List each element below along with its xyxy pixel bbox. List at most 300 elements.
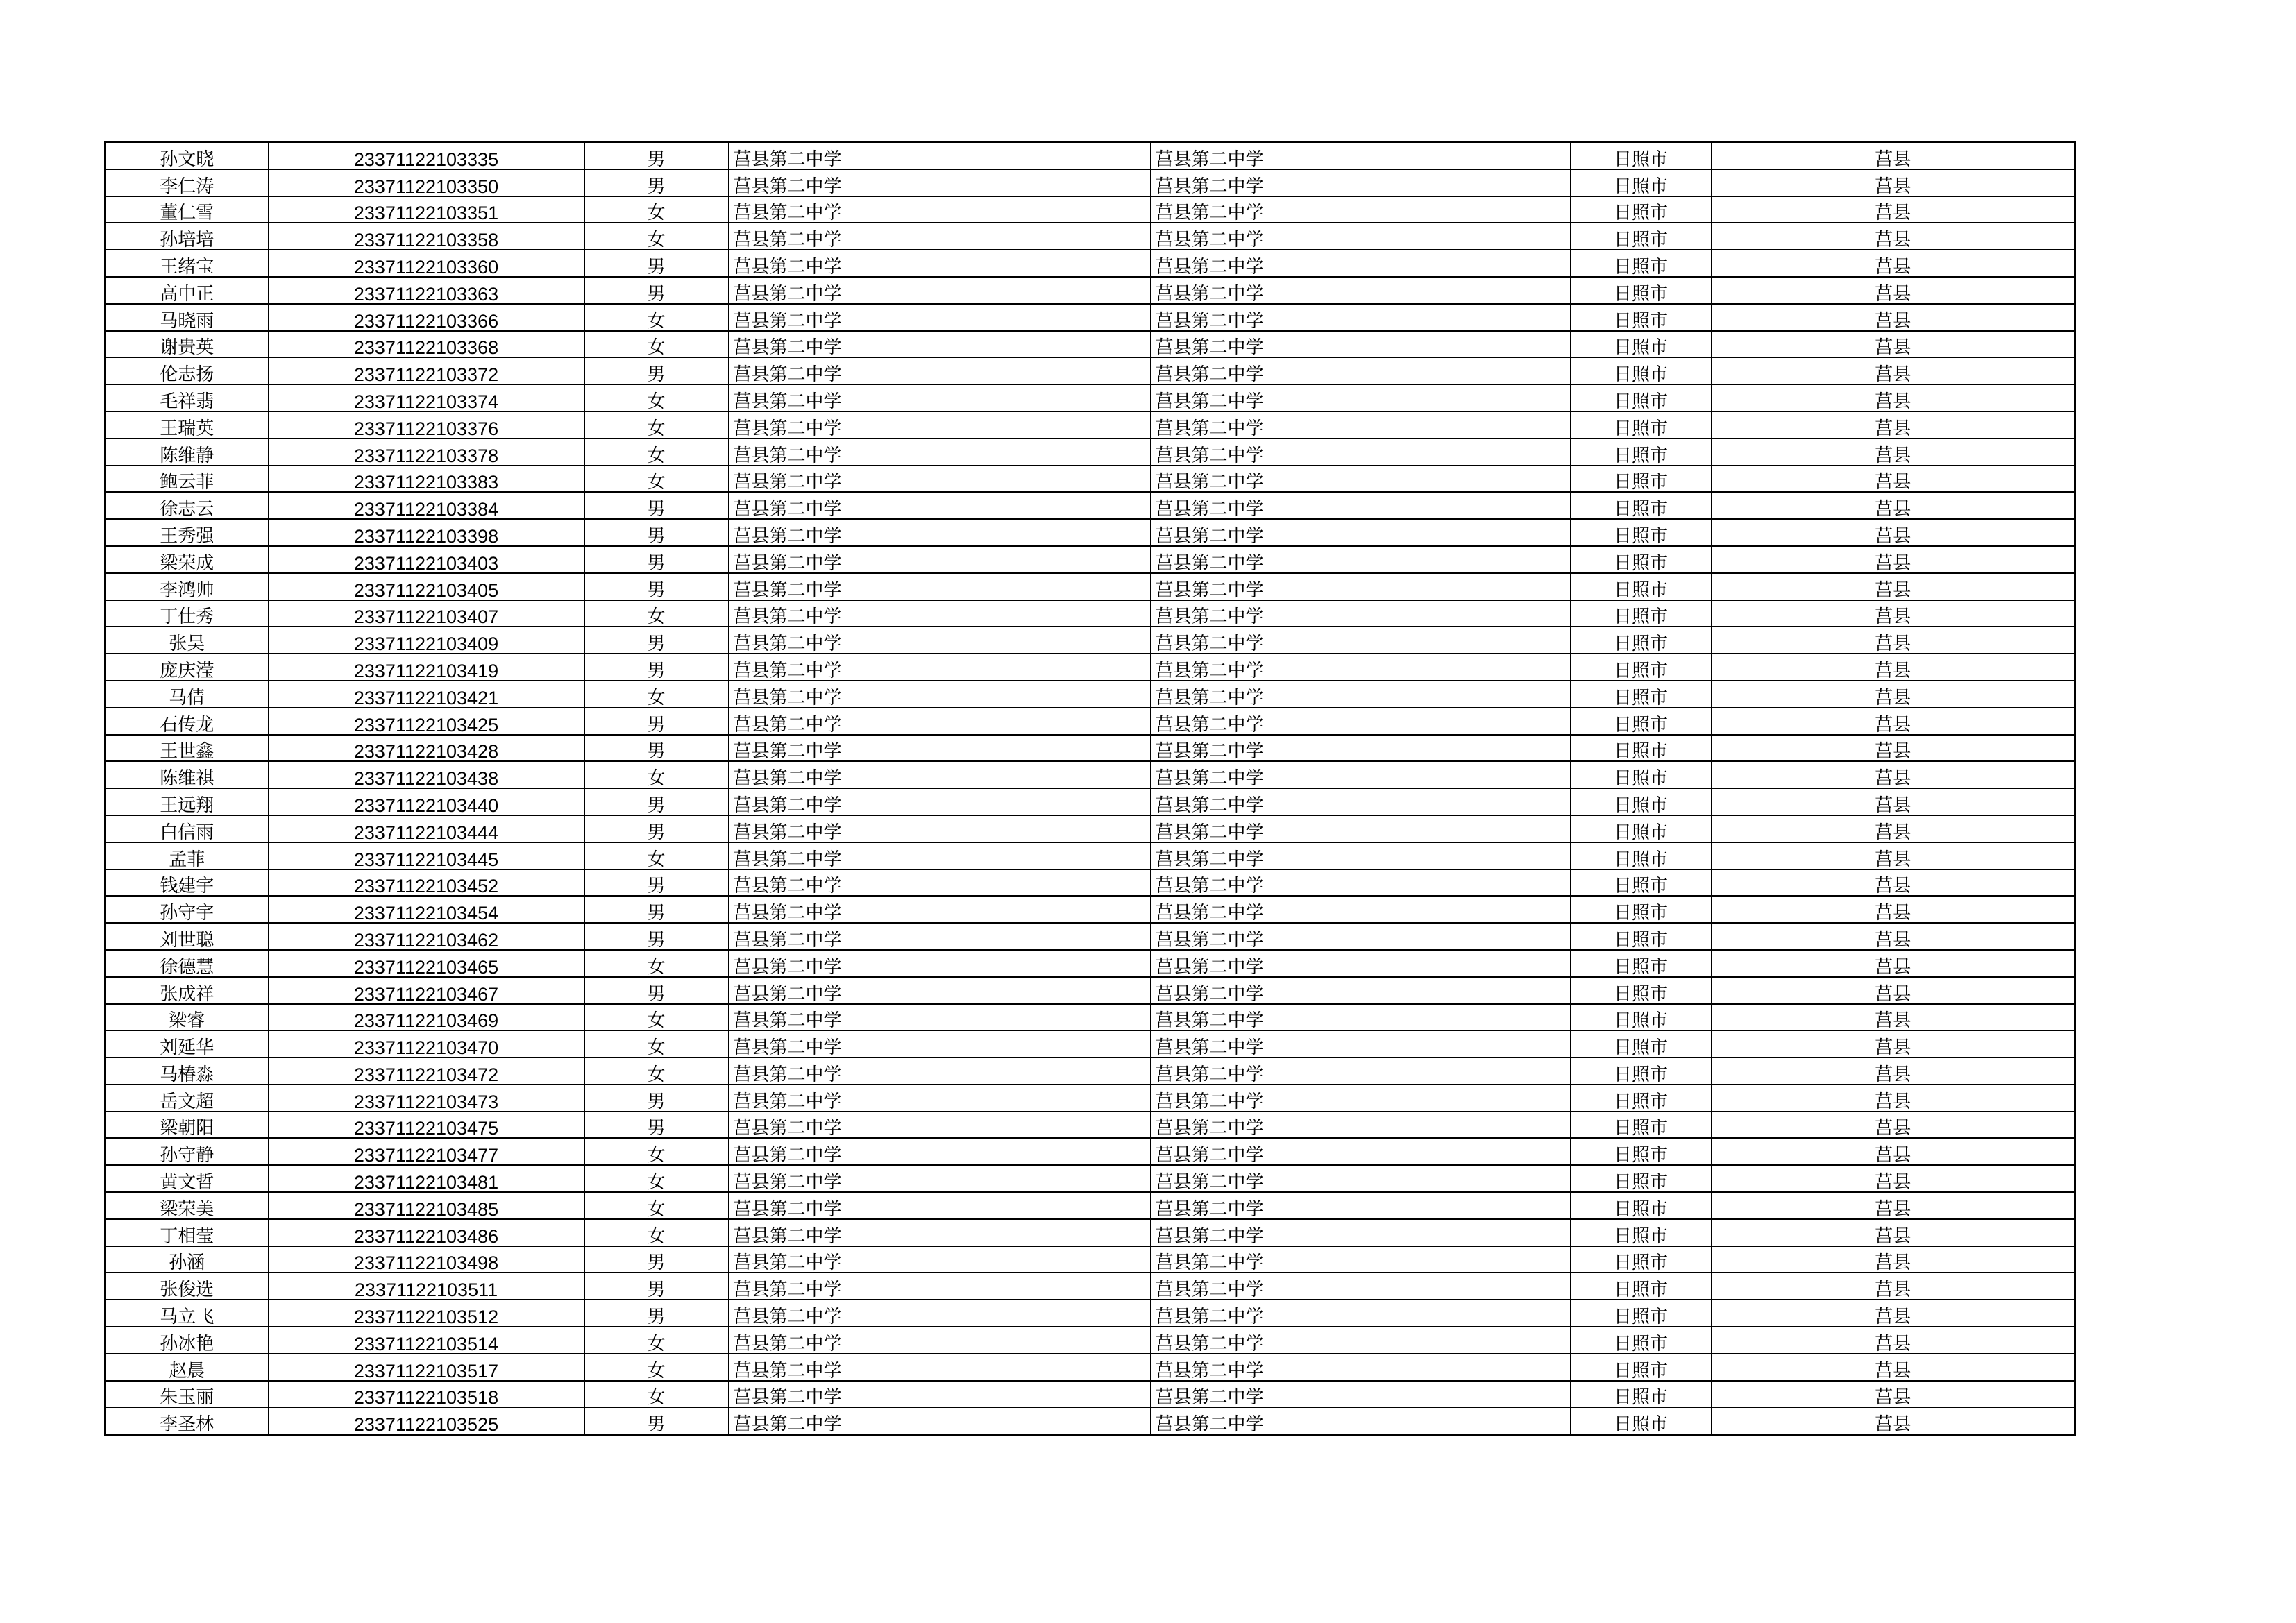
origin-school-cell: 莒县第二中学 xyxy=(1151,1138,1571,1165)
gender-cell: 女 xyxy=(584,331,729,358)
origin-school-cell: 莒县第二中学 xyxy=(1151,546,1571,573)
table-row xyxy=(105,815,2075,842)
gender-cell: 女 xyxy=(584,1057,729,1085)
table-row xyxy=(105,842,2075,869)
student-name-cell: 丁仕秀 xyxy=(105,600,269,627)
school-cell: 莒县第二中学 xyxy=(729,1273,1151,1300)
student-name-cell: 丁相莹 xyxy=(105,1219,269,1246)
exam-id-cell: 23371122103485 xyxy=(269,1192,584,1219)
student-name-cell: 李圣林 xyxy=(105,1407,269,1434)
exam-id-cell: 23371122103440 xyxy=(269,788,584,815)
table-row xyxy=(105,492,2075,519)
table-row xyxy=(105,411,2075,439)
school-cell: 莒县第二中学 xyxy=(729,923,1151,950)
origin-school-cell: 莒县第二中学 xyxy=(1151,142,1571,169)
school-cell: 莒县第二中学 xyxy=(729,1030,1151,1057)
student-name-cell: 孙涵 xyxy=(105,1246,269,1273)
county-cell: 莒县 xyxy=(1712,1407,2075,1434)
city-cell: 日照市 xyxy=(1571,1300,1712,1327)
student-name-cell: 刘延华 xyxy=(105,1030,269,1057)
student-name-cell: 谢贵英 xyxy=(105,331,269,358)
exam-id-cell: 23371122103475 xyxy=(269,1112,584,1139)
origin-school-cell: 莒县第二中学 xyxy=(1151,1112,1571,1139)
school-cell: 莒县第二中学 xyxy=(729,950,1151,977)
student-name-cell: 王瑞英 xyxy=(105,411,269,439)
student-name-cell: 刘世聪 xyxy=(105,923,269,950)
county-cell: 莒县 xyxy=(1712,492,2075,519)
table-row xyxy=(105,142,2075,169)
school-cell: 莒县第二中学 xyxy=(729,761,1151,788)
city-cell: 日照市 xyxy=(1571,681,1712,708)
school-cell: 莒县第二中学 xyxy=(729,815,1151,842)
city-cell: 日照市 xyxy=(1571,223,1712,250)
exam-id-cell: 23371122103486 xyxy=(269,1219,584,1246)
school-cell: 莒县第二中学 xyxy=(729,384,1151,411)
exam-id-cell: 23371122103368 xyxy=(269,331,584,358)
city-cell: 日照市 xyxy=(1571,277,1712,304)
exam-id-cell: 23371122103398 xyxy=(269,519,584,546)
exam-id-cell: 23371122103428 xyxy=(269,735,584,762)
origin-school-cell: 莒县第二中学 xyxy=(1151,977,1571,1004)
gender-cell: 女 xyxy=(584,1030,729,1057)
student-name-cell: 鲍云菲 xyxy=(105,466,269,493)
student-name-cell: 李仁涛 xyxy=(105,169,269,196)
county-cell: 莒县 xyxy=(1712,223,2075,250)
county-cell: 莒县 xyxy=(1712,923,2075,950)
student-name-cell: 孙守静 xyxy=(105,1138,269,1165)
exam-id-cell: 23371122103405 xyxy=(269,573,584,600)
gender-cell: 男 xyxy=(584,1246,729,1273)
county-cell: 莒县 xyxy=(1712,654,2075,681)
gender-cell: 男 xyxy=(584,1085,729,1112)
county-cell: 莒县 xyxy=(1712,1381,2075,1408)
county-cell: 莒县 xyxy=(1712,869,2075,897)
school-cell: 莒县第二中学 xyxy=(729,600,1151,627)
exam-id-cell: 23371122103470 xyxy=(269,1030,584,1057)
city-cell: 日照市 xyxy=(1571,842,1712,869)
city-cell: 日照市 xyxy=(1571,1112,1712,1139)
exam-id-cell: 23371122103525 xyxy=(269,1407,584,1434)
table-row xyxy=(105,708,2075,735)
table-row xyxy=(105,250,2075,277)
city-cell: 日照市 xyxy=(1571,735,1712,762)
table-row xyxy=(105,277,2075,304)
table-row xyxy=(105,357,2075,384)
city-cell: 日照市 xyxy=(1571,1246,1712,1273)
table-row xyxy=(105,1004,2075,1031)
student-name-cell: 白信雨 xyxy=(105,815,269,842)
origin-school-cell: 莒县第二中学 xyxy=(1151,196,1571,223)
origin-school-cell: 莒县第二中学 xyxy=(1151,681,1571,708)
student-name-cell: 孟菲 xyxy=(105,842,269,869)
county-cell: 莒县 xyxy=(1712,735,2075,762)
gender-cell: 女 xyxy=(584,600,729,627)
origin-school-cell: 莒县第二中学 xyxy=(1151,439,1571,466)
county-cell: 莒县 xyxy=(1712,1057,2075,1085)
origin-school-cell: 莒县第二中学 xyxy=(1151,1407,1571,1434)
gender-cell: 女 xyxy=(584,466,729,493)
student-name-cell: 张俊选 xyxy=(105,1273,269,1300)
table-row xyxy=(105,169,2075,196)
city-cell: 日照市 xyxy=(1571,923,1712,950)
county-cell: 莒县 xyxy=(1712,815,2075,842)
gender-cell: 女 xyxy=(584,1219,729,1246)
origin-school-cell: 莒县第二中学 xyxy=(1151,600,1571,627)
city-cell: 日照市 xyxy=(1571,1273,1712,1300)
school-cell: 莒县第二中学 xyxy=(729,1192,1151,1219)
table-row xyxy=(105,519,2075,546)
exam-id-cell: 23371122103363 xyxy=(269,277,584,304)
exam-id-cell: 23371122103462 xyxy=(269,923,584,950)
county-cell: 莒县 xyxy=(1712,896,2075,923)
origin-school-cell: 莒县第二中学 xyxy=(1151,1300,1571,1327)
student-name-cell: 王远翔 xyxy=(105,788,269,815)
gender-cell: 女 xyxy=(584,842,729,869)
city-cell: 日照市 xyxy=(1571,896,1712,923)
school-cell: 莒县第二中学 xyxy=(729,654,1151,681)
county-cell: 莒县 xyxy=(1712,1085,2075,1112)
origin-school-cell: 莒县第二中学 xyxy=(1151,627,1571,654)
city-cell: 日照市 xyxy=(1571,1354,1712,1381)
origin-school-cell: 莒县第二中学 xyxy=(1151,1030,1571,1057)
exam-id-cell: 23371122103409 xyxy=(269,627,584,654)
city-cell: 日照市 xyxy=(1571,384,1712,411)
gender-cell: 男 xyxy=(584,788,729,815)
gender-cell: 男 xyxy=(584,519,729,546)
exam-id-cell: 23371122103465 xyxy=(269,950,584,977)
table-row xyxy=(105,1300,2075,1327)
city-cell: 日照市 xyxy=(1571,1138,1712,1165)
origin-school-cell: 莒县第二中学 xyxy=(1151,411,1571,439)
exam-id-cell: 23371122103454 xyxy=(269,896,584,923)
gender-cell: 男 xyxy=(584,357,729,384)
county-cell: 莒县 xyxy=(1712,600,2075,627)
city-cell: 日照市 xyxy=(1571,250,1712,277)
origin-school-cell: 莒县第二中学 xyxy=(1151,896,1571,923)
school-cell: 莒县第二中学 xyxy=(729,627,1151,654)
student-name-cell: 梁荣美 xyxy=(105,1192,269,1219)
school-cell: 莒县第二中学 xyxy=(729,1112,1151,1139)
city-cell: 日照市 xyxy=(1571,1165,1712,1192)
gender-cell: 男 xyxy=(584,923,729,950)
city-cell: 日照市 xyxy=(1571,1085,1712,1112)
city-cell: 日照市 xyxy=(1571,1327,1712,1354)
county-cell: 莒县 xyxy=(1712,950,2075,977)
exam-id-cell: 23371122103469 xyxy=(269,1004,584,1031)
student-name-cell: 孙守宇 xyxy=(105,896,269,923)
gender-cell: 女 xyxy=(584,1004,729,1031)
exam-id-cell: 23371122103366 xyxy=(269,304,584,331)
gender-cell: 女 xyxy=(584,950,729,977)
exam-id-cell: 23371122103383 xyxy=(269,466,584,493)
table-row xyxy=(105,1273,2075,1300)
student-name-cell: 马倩 xyxy=(105,681,269,708)
origin-school-cell: 莒县第二中学 xyxy=(1151,708,1571,735)
school-cell: 莒县第二中学 xyxy=(729,1381,1151,1408)
city-cell: 日照市 xyxy=(1571,600,1712,627)
exam-id-cell: 23371122103419 xyxy=(269,654,584,681)
origin-school-cell: 莒县第二中学 xyxy=(1151,492,1571,519)
county-cell: 莒县 xyxy=(1712,977,2075,1004)
county-cell: 莒县 xyxy=(1712,546,2075,573)
origin-school-cell: 莒县第二中学 xyxy=(1151,169,1571,196)
table-row xyxy=(105,654,2075,681)
city-cell: 日照市 xyxy=(1571,869,1712,897)
school-cell: 莒县第二中学 xyxy=(729,1085,1151,1112)
exam-id-cell: 23371122103335 xyxy=(269,142,584,169)
school-cell: 莒县第二中学 xyxy=(729,519,1151,546)
county-cell: 莒县 xyxy=(1712,439,2075,466)
exam-id-cell: 23371122103358 xyxy=(269,223,584,250)
exam-id-cell: 23371122103452 xyxy=(269,869,584,897)
student-name-cell: 马椿淼 xyxy=(105,1057,269,1085)
county-cell: 莒县 xyxy=(1712,466,2075,493)
origin-school-cell: 莒县第二中学 xyxy=(1151,1004,1571,1031)
exam-id-cell: 23371122103517 xyxy=(269,1354,584,1381)
table-row xyxy=(105,1057,2075,1085)
county-cell: 莒县 xyxy=(1712,1030,2075,1057)
exam-id-cell: 23371122103384 xyxy=(269,492,584,519)
city-cell: 日照市 xyxy=(1571,304,1712,331)
origin-school-cell: 莒县第二中学 xyxy=(1151,250,1571,277)
city-cell: 日照市 xyxy=(1571,142,1712,169)
city-cell: 日照市 xyxy=(1571,357,1712,384)
gender-cell: 男 xyxy=(584,277,729,304)
gender-cell: 男 xyxy=(584,1407,729,1434)
county-cell: 莒县 xyxy=(1712,1165,2075,1192)
student-name-cell: 朱玉丽 xyxy=(105,1381,269,1408)
student-name-cell: 王绪宝 xyxy=(105,250,269,277)
county-cell: 莒县 xyxy=(1712,357,2075,384)
county-cell: 莒县 xyxy=(1712,1219,2075,1246)
student-name-cell: 马立飞 xyxy=(105,1300,269,1327)
exam-id-cell: 23371122103350 xyxy=(269,169,584,196)
exam-id-cell: 23371122103403 xyxy=(269,546,584,573)
student-name-cell: 徐德慧 xyxy=(105,950,269,977)
city-cell: 日照市 xyxy=(1571,1057,1712,1085)
table-row xyxy=(105,1246,2075,1273)
gender-cell: 男 xyxy=(584,169,729,196)
student-name-cell: 石传龙 xyxy=(105,708,269,735)
origin-school-cell: 莒县第二中学 xyxy=(1151,1057,1571,1085)
origin-school-cell: 莒县第二中学 xyxy=(1151,1381,1571,1408)
gender-cell: 女 xyxy=(584,439,729,466)
county-cell: 莒县 xyxy=(1712,304,2075,331)
student-roster-table xyxy=(104,141,2076,1436)
origin-school-cell: 莒县第二中学 xyxy=(1151,1085,1571,1112)
exam-id-cell: 23371122103512 xyxy=(269,1300,584,1327)
exam-id-cell: 23371122103511 xyxy=(269,1273,584,1300)
table-row xyxy=(105,223,2075,250)
city-cell: 日照市 xyxy=(1571,1407,1712,1434)
city-cell: 日照市 xyxy=(1571,627,1712,654)
school-cell: 莒县第二中学 xyxy=(729,277,1151,304)
school-cell: 莒县第二中学 xyxy=(729,788,1151,815)
gender-cell: 女 xyxy=(584,1192,729,1219)
school-cell: 莒县第二中学 xyxy=(729,169,1151,196)
origin-school-cell: 莒县第二中学 xyxy=(1151,923,1571,950)
city-cell: 日照市 xyxy=(1571,519,1712,546)
county-cell: 莒县 xyxy=(1712,1300,2075,1327)
student-name-cell: 赵晨 xyxy=(105,1354,269,1381)
table-row xyxy=(105,950,2075,977)
gender-cell: 男 xyxy=(584,627,729,654)
school-cell: 莒县第二中学 xyxy=(729,1246,1151,1273)
origin-school-cell: 莒县第二中学 xyxy=(1151,842,1571,869)
origin-school-cell: 莒县第二中学 xyxy=(1151,1273,1571,1300)
school-cell: 莒县第二中学 xyxy=(729,142,1151,169)
origin-school-cell: 莒县第二中学 xyxy=(1151,761,1571,788)
city-cell: 日照市 xyxy=(1571,411,1712,439)
table-row xyxy=(105,977,2075,1004)
city-cell: 日照市 xyxy=(1571,492,1712,519)
origin-school-cell: 莒县第二中学 xyxy=(1151,950,1571,977)
school-cell: 莒县第二中学 xyxy=(729,223,1151,250)
school-cell: 莒县第二中学 xyxy=(729,1057,1151,1085)
student-name-cell: 孙文晓 xyxy=(105,142,269,169)
school-cell: 莒县第二中学 xyxy=(729,1407,1151,1434)
table-row xyxy=(105,600,2075,627)
county-cell: 莒县 xyxy=(1712,1112,2075,1139)
table-row xyxy=(105,1030,2075,1057)
gender-cell: 女 xyxy=(584,411,729,439)
city-cell: 日照市 xyxy=(1571,439,1712,466)
gender-cell: 女 xyxy=(584,196,729,223)
city-cell: 日照市 xyxy=(1571,1030,1712,1057)
county-cell: 莒县 xyxy=(1712,169,2075,196)
origin-school-cell: 莒县第二中学 xyxy=(1151,357,1571,384)
city-cell: 日照市 xyxy=(1571,708,1712,735)
student-name-cell: 张昊 xyxy=(105,627,269,654)
student-name-cell: 黄文哲 xyxy=(105,1165,269,1192)
exam-id-cell: 23371122103421 xyxy=(269,681,584,708)
table-row xyxy=(105,761,2075,788)
origin-school-cell: 莒县第二中学 xyxy=(1151,1219,1571,1246)
county-cell: 莒县 xyxy=(1712,788,2075,815)
school-cell: 莒县第二中学 xyxy=(729,735,1151,762)
table-row xyxy=(105,1112,2075,1139)
table-row xyxy=(105,331,2075,358)
city-cell: 日照市 xyxy=(1571,169,1712,196)
table-row xyxy=(105,923,2075,950)
table-row xyxy=(105,573,2075,600)
student-name-cell: 李鸿帅 xyxy=(105,573,269,600)
gender-cell: 女 xyxy=(584,1354,729,1381)
student-name-cell: 孙培培 xyxy=(105,223,269,250)
student-name-cell: 伦志扬 xyxy=(105,357,269,384)
school-cell: 莒县第二中学 xyxy=(729,869,1151,897)
exam-id-cell: 23371122103498 xyxy=(269,1246,584,1273)
city-cell: 日照市 xyxy=(1571,196,1712,223)
city-cell: 日照市 xyxy=(1571,788,1712,815)
county-cell: 莒县 xyxy=(1712,411,2075,439)
gender-cell: 男 xyxy=(584,815,729,842)
county-cell: 莒县 xyxy=(1712,250,2075,277)
origin-school-cell: 莒县第二中学 xyxy=(1151,331,1571,358)
school-cell: 莒县第二中学 xyxy=(729,492,1151,519)
city-cell: 日照市 xyxy=(1571,573,1712,600)
table-row xyxy=(105,1354,2075,1381)
origin-school-cell: 莒县第二中学 xyxy=(1151,1246,1571,1273)
origin-school-cell: 莒县第二中学 xyxy=(1151,384,1571,411)
origin-school-cell: 莒县第二中学 xyxy=(1151,466,1571,493)
school-cell: 莒县第二中学 xyxy=(729,1219,1151,1246)
school-cell: 莒县第二中学 xyxy=(729,1327,1151,1354)
county-cell: 莒县 xyxy=(1712,573,2075,600)
gender-cell: 男 xyxy=(584,708,729,735)
gender-cell: 女 xyxy=(584,681,729,708)
origin-school-cell: 莒县第二中学 xyxy=(1151,869,1571,897)
gender-cell: 男 xyxy=(584,977,729,1004)
table-row xyxy=(105,788,2075,815)
student-name-cell: 梁荣成 xyxy=(105,546,269,573)
exam-id-cell: 23371122103477 xyxy=(269,1138,584,1165)
student-name-cell: 徐志云 xyxy=(105,492,269,519)
exam-id-cell: 23371122103372 xyxy=(269,357,584,384)
student-name-cell: 毛祥翡 xyxy=(105,384,269,411)
school-cell: 莒县第二中学 xyxy=(729,546,1151,573)
origin-school-cell: 莒县第二中学 xyxy=(1151,519,1571,546)
origin-school-cell: 莒县第二中学 xyxy=(1151,788,1571,815)
city-cell: 日照市 xyxy=(1571,466,1712,493)
city-cell: 日照市 xyxy=(1571,1219,1712,1246)
county-cell: 莒县 xyxy=(1712,1246,2075,1273)
county-cell: 莒县 xyxy=(1712,627,2075,654)
student-name-cell: 梁睿 xyxy=(105,1004,269,1031)
student-name-cell: 董仁雪 xyxy=(105,196,269,223)
gender-cell: 女 xyxy=(584,384,729,411)
table-row xyxy=(105,869,2075,897)
exam-id-cell: 23371122103425 xyxy=(269,708,584,735)
gender-cell: 女 xyxy=(584,223,729,250)
school-cell: 莒县第二中学 xyxy=(729,977,1151,1004)
gender-cell: 男 xyxy=(584,492,729,519)
origin-school-cell: 莒县第二中学 xyxy=(1151,1327,1571,1354)
exam-id-cell: 23371122103444 xyxy=(269,815,584,842)
school-cell: 莒县第二中学 xyxy=(729,466,1151,493)
school-cell: 莒县第二中学 xyxy=(729,842,1151,869)
county-cell: 莒县 xyxy=(1712,196,2075,223)
table-row xyxy=(105,1381,2075,1408)
student-name-cell: 孙冰艳 xyxy=(105,1327,269,1354)
table-row xyxy=(105,896,2075,923)
county-cell: 莒县 xyxy=(1712,1004,2075,1031)
school-cell: 莒县第二中学 xyxy=(729,1004,1151,1031)
exam-id-cell: 23371122103514 xyxy=(269,1327,584,1354)
school-cell: 莒县第二中学 xyxy=(729,896,1151,923)
gender-cell: 女 xyxy=(584,1327,729,1354)
origin-school-cell: 莒县第二中学 xyxy=(1151,223,1571,250)
county-cell: 莒县 xyxy=(1712,519,2075,546)
table-row xyxy=(105,439,2075,466)
city-cell: 日照市 xyxy=(1571,761,1712,788)
table-row xyxy=(105,627,2075,654)
gender-cell: 女 xyxy=(584,1381,729,1408)
school-cell: 莒县第二中学 xyxy=(729,331,1151,358)
gender-cell: 男 xyxy=(584,654,729,681)
gender-cell: 男 xyxy=(584,869,729,897)
city-cell: 日照市 xyxy=(1571,815,1712,842)
school-cell: 莒县第二中学 xyxy=(729,196,1151,223)
exam-id-cell: 23371122103467 xyxy=(269,977,584,1004)
exam-id-cell: 23371122103378 xyxy=(269,439,584,466)
gender-cell: 男 xyxy=(584,735,729,762)
city-cell: 日照市 xyxy=(1571,1004,1712,1031)
school-cell: 莒县第二中学 xyxy=(729,708,1151,735)
origin-school-cell: 莒县第二中学 xyxy=(1151,735,1571,762)
student-name-cell: 庞庆滢 xyxy=(105,654,269,681)
origin-school-cell: 莒县第二中学 xyxy=(1151,654,1571,681)
